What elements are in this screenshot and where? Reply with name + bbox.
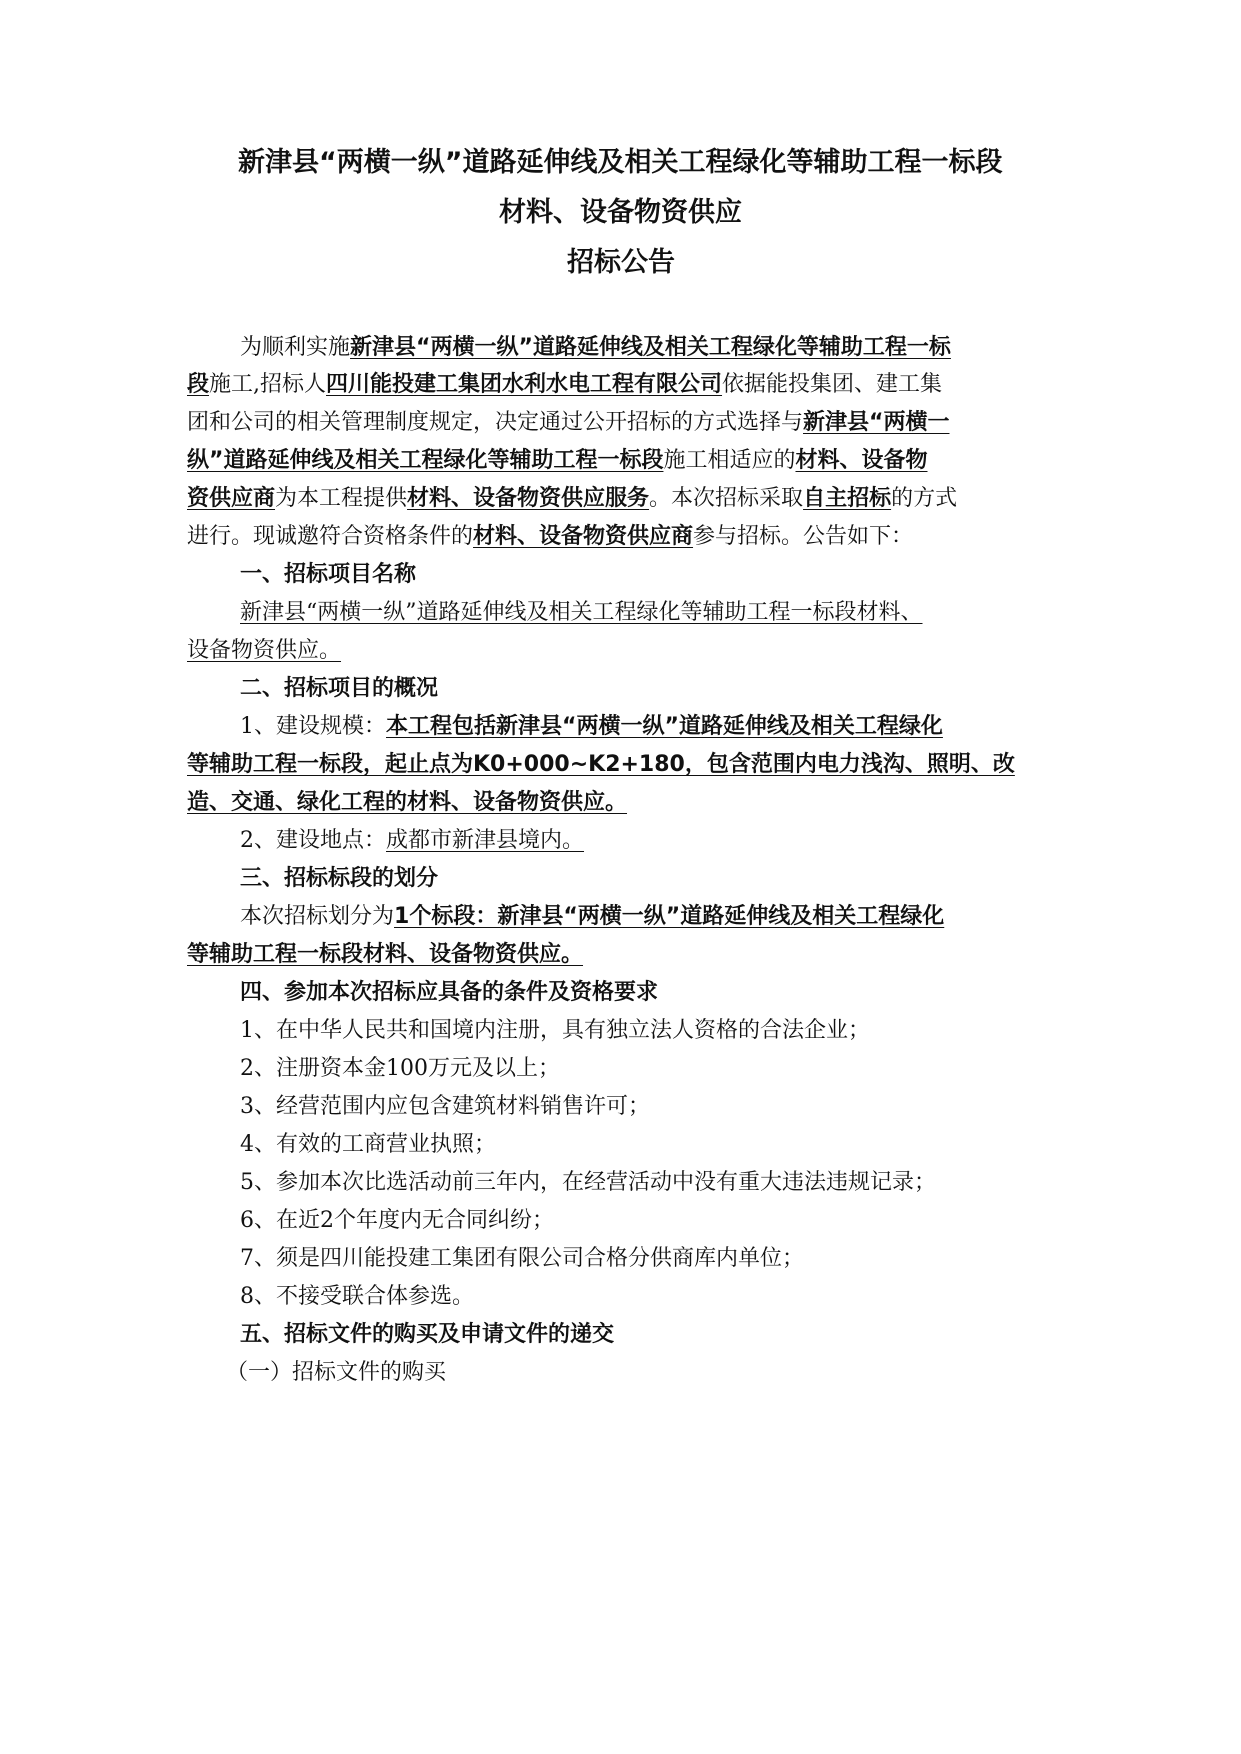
intro-line-1: 为顺利实施新津县“两横一纵”道路延伸线及相关工程绿化等辅助工程一标 — [240, 335, 951, 360]
requirement-item: 7、须是四川能投建工集团有限公司合格分供商库内单位； — [240, 1246, 804, 1271]
intro-line-4: 纵”道路延伸线及相关工程绿化等辅助工程一标段施工相适应的材料、设备物 — [187, 448, 928, 473]
section-4-heading: 四、参加本次招标应具备的条件及资格要求 — [240, 980, 659, 1005]
section-5-subheading: （一）招标文件的购买 — [226, 1360, 447, 1385]
section-2-scale-line-3: 造、交通、绿化工程的材料、设备物资供应。 — [187, 790, 628, 815]
section-2-scale-line-2: 等辅助工程一标段，起止点为K0+000~K2+180，包含范围内电力浅沟、照明、改 — [187, 752, 1015, 777]
requirement-item: 5、参加本次比选活动前三年内，在经营活动中没有重大违法违规记录； — [240, 1170, 936, 1195]
project-name-link: 新津县“两横一纵”道路延伸线及相关工程绿化等辅助工程一标 — [350, 335, 951, 360]
requirement-item: 8、不接受联合体参选。 — [240, 1284, 474, 1309]
section-1-heading: 一、招标项目名称 — [240, 562, 417, 587]
title-line-1: 新津县“两横一纵”道路延伸线及相关工程绿化等辅助工程一标段 — [238, 147, 1003, 178]
section-3-line-1: 本次招标划分为1个标段：新津县“两横一纵”道路延伸线及相关工程绿化 — [240, 904, 945, 929]
section-1-name-line-2: 设备物资供应。 — [187, 638, 342, 663]
requirement-item: 6、在近2个年度内无合同纠纷； — [240, 1208, 554, 1233]
requirement-item: 1、在中华人民共和国境内注册，具有独立法人资格的合法企业； — [240, 1018, 870, 1043]
requirement-item: 4、有效的工商营业执照； — [240, 1132, 496, 1157]
tenderer-name: 四川能投建工集团水利水电工程有限公司 — [326, 372, 723, 397]
section-5-heading: 五、招标文件的购买及申请文件的递交 — [240, 1322, 615, 1347]
intro-line-6: 进行。现诚邀符合资格条件的材料、设备物资供应商参与招标。公告如下： — [187, 524, 914, 549]
section-2-site-line: 2、建设地点：成都市新津县境内。 — [240, 828, 585, 853]
section-2-heading: 二、招标项目的概况 — [240, 676, 439, 701]
title-line-3: 招标公告 — [567, 247, 675, 278]
section-2-scale-line-1: 1、建设规模：本工程包括新津县“两横一纵”道路延伸线及相关工程绿化 — [240, 714, 943, 739]
intro-line-2: 段施工,招标人四川能投建工集团水利水电工程有限公司依据能投集团、建工集 — [187, 372, 943, 397]
intro-line-3: 团和公司的相关管理制度规定，决定通过公开招标的方式选择与新津县“两横一 — [187, 410, 950, 435]
section-3-line-2: 等辅助工程一标段材料、设备物资供应。 — [187, 942, 584, 967]
intro-line-5: 资供应商为本工程提供材料、设备物资供应服务。本次招标采取自主招标的方式 — [187, 486, 958, 511]
requirement-item: 2、注册资本金100万元及以上； — [240, 1056, 560, 1081]
section-1-name-line-1: 新津县“两横一纵”道路延伸线及相关工程绿化等辅助工程一标段材料、 — [240, 600, 923, 625]
section-3-heading: 三、招标标段的划分 — [240, 866, 439, 891]
requirement-item: 3、经营范围内应包含建筑材料销售许可； — [240, 1094, 650, 1119]
title-line-2: 材料、设备物资供应 — [499, 197, 742, 228]
